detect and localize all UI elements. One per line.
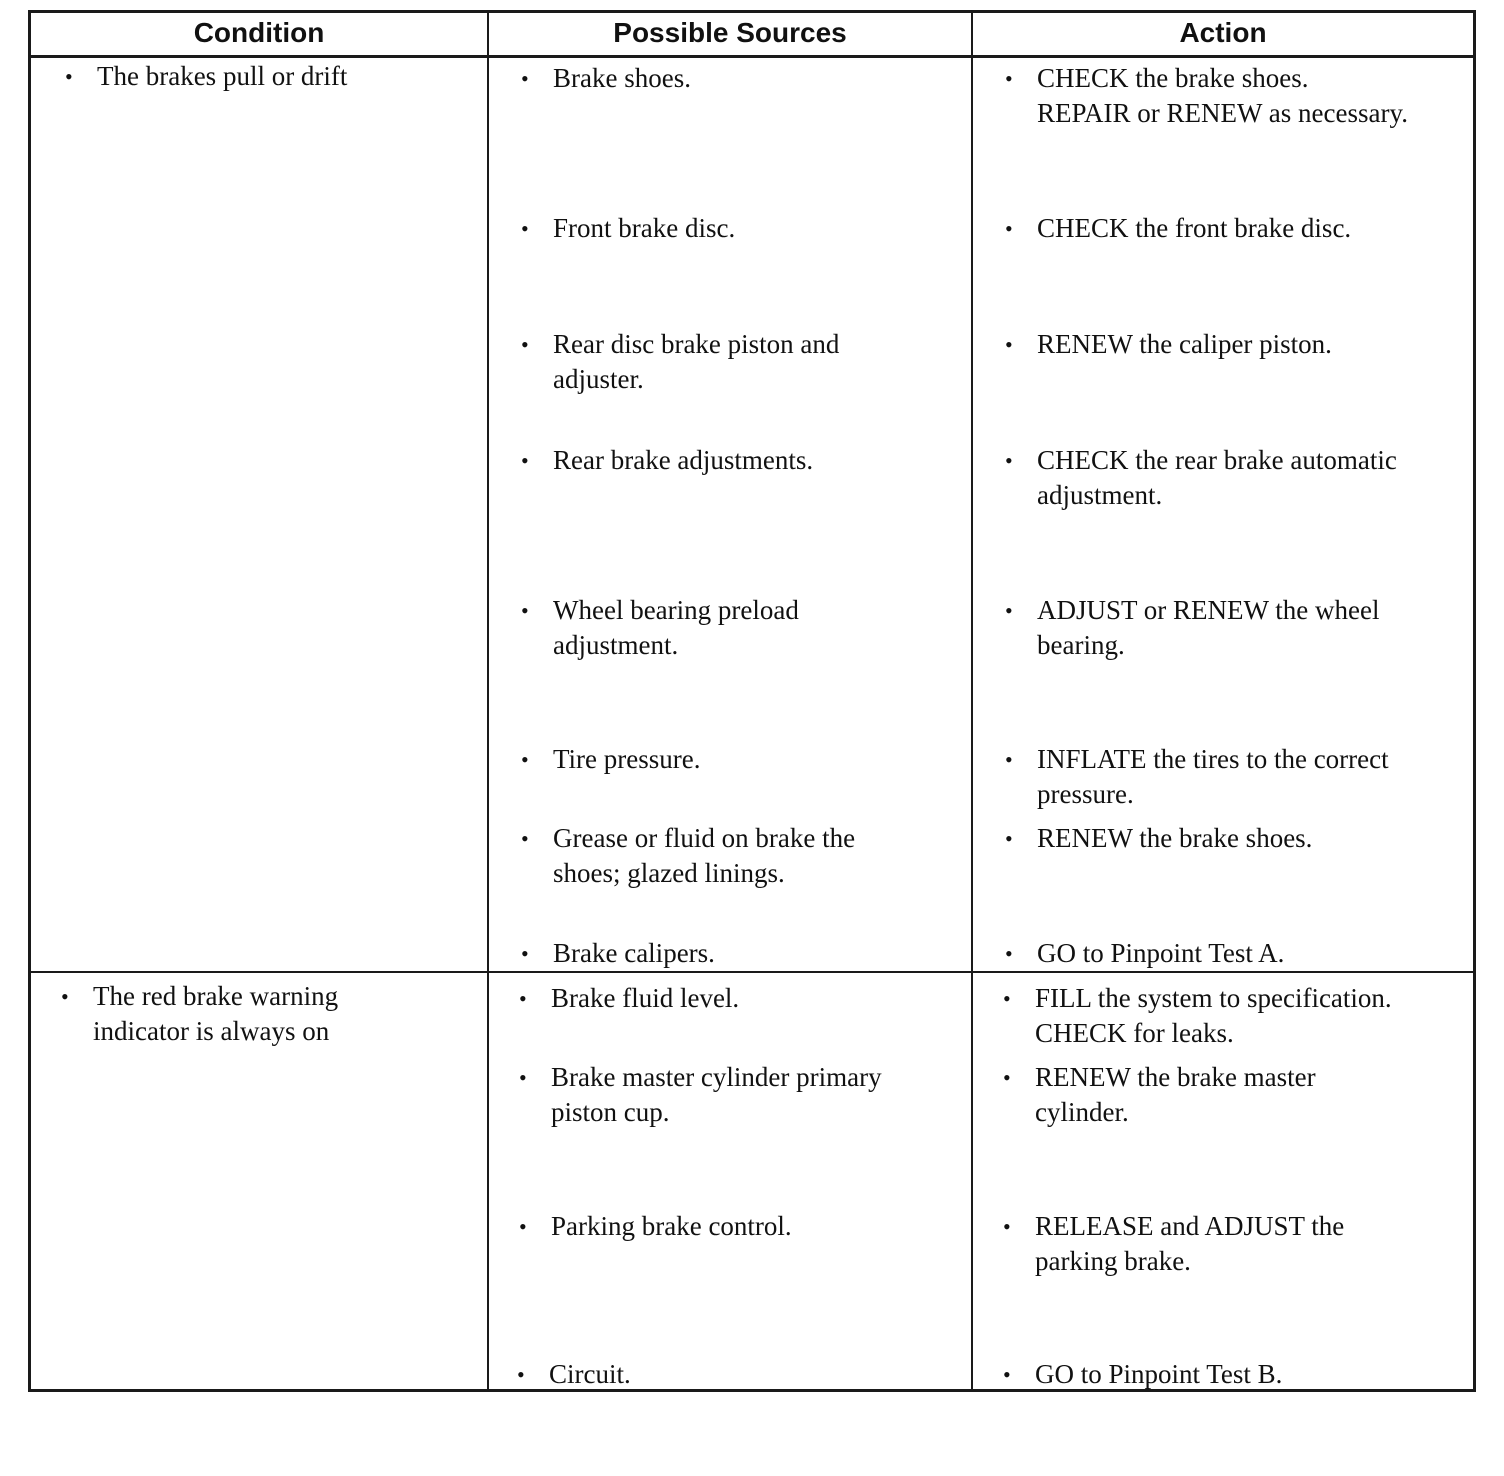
source-text: Brake shoes. [553,63,691,93]
action-item [1003,981,1392,1051]
action-text: FILL the system to specification. CHECK for leaks. [1035,983,1392,1048]
source-item [517,1357,631,1392]
action-text: RENEW the caliper piston. [1037,329,1332,359]
condition-cell [65,59,347,94]
bullet-icon: • [521,332,529,357]
header-condition: Condition [193,17,325,48]
source-item [521,327,839,397]
action-text: INFLATE the tires to the correct pressure. [1037,744,1389,809]
bullet-icon: • [519,1214,527,1239]
condition-text: The brakes pull or drift [97,61,348,91]
bullet-icon: • [521,66,529,91]
source-text: Circuit. [549,1359,631,1389]
header-action: Action [1179,17,1267,48]
bullet-icon: • [521,747,529,772]
bullet-icon: • [521,826,529,851]
action-text: RENEW the brake master cylinder. [1035,1062,1316,1127]
bullet-icon: • [65,64,73,89]
source-item [521,742,701,777]
source-text: Tire pressure. [553,744,701,774]
source-item [521,593,799,663]
source-item [521,443,813,478]
action-item [1005,211,1351,246]
action-item [1005,443,1397,513]
action-item [1005,936,1284,971]
action-text: CHECK the brake shoes. REPAIR or RENEW as necessary. [1037,63,1408,128]
bullet-icon: • [519,1065,527,1090]
bullet-icon: • [1005,747,1013,772]
diagnosis-table [28,10,1476,1392]
action-text: ADJUST or RENEW the wheel bearing. [1037,595,1380,660]
action-item [1003,1209,1344,1279]
source-text: Rear disc brake piston and adjuster. [553,329,840,394]
source-text: Wheel bearing preload adjustment. [553,595,799,660]
column-divider [487,13,489,1389]
action-item [1005,593,1379,663]
bullet-icon: • [1003,1214,1011,1239]
action-text: GO to Pinpoint Test A. [1037,938,1285,968]
action-item [1005,821,1312,856]
source-item [521,821,855,891]
header-possible-sources: Possible Sources [613,17,847,48]
source-item [519,1060,882,1130]
action-item [1003,1060,1316,1130]
source-item [521,61,691,96]
condition-cell [61,979,338,1049]
action-text: CHECK the rear brake automatic adjustment. [1037,445,1397,510]
action-item [1005,742,1389,812]
bullet-icon: • [1005,941,1013,966]
action-item [1003,1357,1282,1392]
source-text: Brake calipers. [553,938,715,968]
source-text: Grease or fluid on brake the shoes; glazed linings. [553,823,856,888]
bullet-icon: • [517,1362,525,1387]
bullet-icon: • [521,448,529,473]
source-text: Front brake disc. [553,213,736,243]
bullet-icon: • [1005,598,1013,623]
bullet-icon: • [1005,332,1013,357]
source-item [521,936,715,971]
bullet-icon: • [521,598,529,623]
bullet-icon: • [1005,826,1013,851]
source-item [519,981,739,1016]
bullet-icon: • [521,941,529,966]
action-text: GO to Pinpoint Test B. [1035,1359,1283,1389]
action-item [1005,327,1332,362]
bullet-icon: • [1003,986,1011,1011]
source-text: Brake master cylinder primary piston cup. [551,1062,882,1127]
action-text: RENEW the brake shoes. [1037,823,1313,853]
source-text: Rear brake adjustments. [553,445,814,475]
row-divider [31,971,1473,973]
condition-text: The red brake warning indicator is always on [93,981,339,1046]
column-divider [971,13,973,1389]
action-text: RELEASE and ADJUST the parking brake. [1035,1211,1345,1276]
bullet-icon: • [1003,1362,1011,1387]
bullet-icon: • [1005,66,1013,91]
bullet-icon: • [1003,1065,1011,1090]
source-item [521,211,735,246]
bullet-icon: • [1005,448,1013,473]
action-text: CHECK the front brake disc. [1037,213,1352,243]
bullet-icon: • [1005,216,1013,241]
source-text: Brake fluid level. [551,983,740,1013]
bullet-icon: • [519,986,527,1011]
bullet-icon: • [521,216,529,241]
source-text: Parking brake control. [551,1211,792,1241]
action-item [1005,61,1408,131]
source-item [519,1209,792,1244]
bullet-icon: • [61,984,69,1009]
